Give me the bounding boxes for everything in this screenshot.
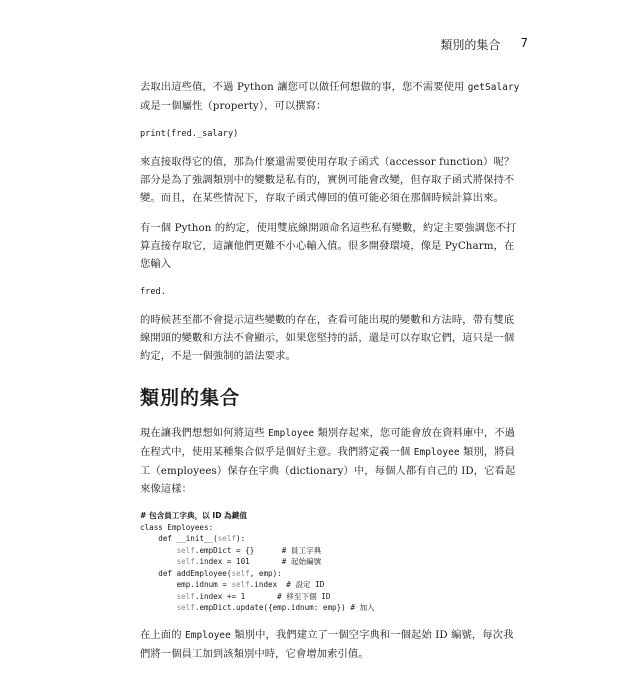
code-print-salary: print(fred._salary)	[140, 129, 239, 139]
page-number: 7	[520, 36, 528, 50]
code-self: self	[176, 591, 195, 601]
code-update: .empDict.update({emp.idnum: emp}) # 加入	[194, 603, 375, 612]
code-empdict: .empDict = {} # 員工字典	[194, 545, 322, 555]
running-head	[440, 36, 528, 53]
code-class-def: class Employees:	[140, 522, 214, 532]
code-update-line	[140, 602, 520, 614]
code-index-line	[140, 556, 520, 568]
inline-code-employee-3: Employee	[184, 629, 231, 641]
paragraph-1-text-a: 去取出這些值，不過 Python 讓您可以做任何想做的事，您不需要使用	[140, 81, 468, 93]
code-init-b: ):	[236, 534, 246, 543]
page-content	[140, 78, 520, 675]
code-addemployee-b: , emp):	[249, 568, 282, 578]
code-increment-line	[140, 591, 520, 603]
code-self: self	[176, 557, 195, 566]
code-idnum-a: emp.idnum =	[140, 580, 232, 589]
paragraph-1	[140, 78, 520, 115]
code-block-employees	[140, 510, 520, 614]
section-heading: 類別的集合	[140, 387, 241, 409]
code-self: self	[176, 545, 195, 555]
code-self: self	[231, 568, 250, 578]
code-self: self	[231, 580, 250, 589]
code-addemployee-a: def addEmployee(	[140, 568, 232, 578]
paragraph-5	[140, 424, 520, 498]
paragraph-4: 的時候甚至都不會提示這些變數的存在，查看可能出現的變數和方法時，帶有雙底線開頭的變數和方法不會顯示，如果您堅持的話，還是可以存取它們，這只是一個約定，不是一個強制的語法要求。	[140, 314, 515, 362]
code-index: .index = 101 # 起始編號	[194, 557, 322, 566]
code-comment: # 包含員工字典，以 ID 為鍵值	[140, 511, 247, 520]
inline-code-employee-2: Employee	[413, 447, 460, 458]
code-self: self	[217, 534, 237, 543]
paragraph-3: 有一個 Python 的約定，使用雙底線開頭命名這些私有變數，約定主要強調您不打算直接存取它，這讓他們更難不小心輸入值。很多開發環境，像是 PyCharm，在您輸入	[140, 222, 517, 270]
code-increment: .index += 1 # 移至下個 ID	[194, 591, 331, 601]
code-empdict-line	[140, 545, 520, 557]
code-init-def	[140, 533, 520, 545]
paragraph-6	[140, 626, 520, 663]
running-head-title: 類別的集合	[440, 38, 501, 52]
paragraph-1-text-b: 或是一個屬性（property），可以撰寫：	[140, 100, 327, 112]
code-idnum-b: .index # 設定 ID	[249, 580, 325, 589]
paragraph-5-text-c: 類別，將員工（employees）保存在字典（dictionary）中，每個人都有自己的 ID，它看起來像這樣：	[140, 446, 516, 495]
inline-code-getsalary: getSalary	[467, 82, 520, 93]
code-init-a: def __init__(	[140, 534, 218, 543]
code-fred: fred.	[140, 287, 166, 297]
code-self: self	[176, 603, 195, 612]
paragraph-5-text-b: 類別存起來，您可能會放在資料庫中，不過在程式中，使用某種集合似乎是個好主意。我們將定義一個	[140, 427, 516, 458]
paragraph-5-text-a: 現在讓我們想想如何將這些	[140, 427, 269, 439]
code-idnum-line	[140, 579, 520, 591]
paragraph-2: 來直接取得它的值，那為什麼還需要使用存取子函式（accessor function）呢？部分是為了強調類別中的變數是私有的，實例可能會改變，但存取子函式將保持不變。而且，在某些情況下，存取子函式傳回的值可能必須在那個時候計算出來。	[140, 156, 515, 204]
inline-code-employee: Employee	[268, 428, 315, 439]
code-addemployee-def	[140, 568, 520, 580]
paragraph-6-text-b: 類別中，我們建立了一個空字典和一個起始 ID 編號，每次我們將一個員工加到該類別中時，它會增加索引值。	[140, 628, 514, 660]
paragraph-6-text-a: 在上面的	[140, 628, 185, 641]
